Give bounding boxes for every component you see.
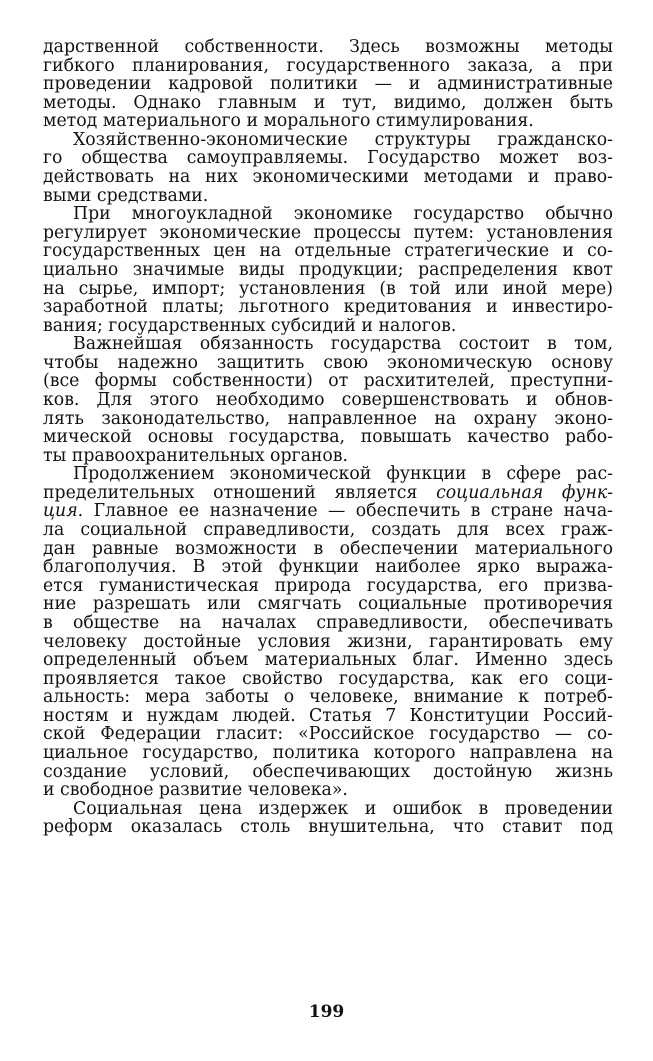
text-line [43,187,613,206]
text-run: метод материального и морального стимулирования. [43,111,534,132]
text-run: лять законодательство, направленное на охрану эконо- [43,408,613,429]
paragraph [43,465,613,799]
text-line [43,428,613,447]
text-line [43,57,613,76]
text-run: пределительных отношений является [43,482,437,503]
text-run: . Главное ее назначение — обеспечить в стране нача- [77,501,613,522]
body-text [43,38,613,837]
italic-term: социальная функ- [436,482,613,503]
paragraph [43,131,613,205]
text-run: мической основы государства, повышать качество рабо- [43,427,613,448]
text-line [43,558,613,577]
text-run: ется гуманистическая природа государства, его призва- [43,575,613,596]
text-line [43,280,613,299]
text-run: дарственной собственности. Здесь возможны методы [43,37,613,57]
text-run: выми средствами. [43,185,209,206]
text-run: на сырье, импорт; установления (в той или иной мере) [43,278,613,299]
text-line [43,595,613,614]
text-run: ков. Для этого необходимо совершенствовать и обнов- [43,389,613,410]
text-line [43,521,613,540]
text-run: Продолжением экономической функции в сфере рас- [73,464,613,485]
text-line [43,502,613,521]
text-line [43,112,613,131]
text-run: вания; государственных субсидий и налогов. [43,315,457,336]
text-line [43,688,613,707]
paragraph [43,38,613,131]
text-run: методы. Однако главным и тут, видимо, должен быть [43,92,613,113]
text-run: го общества самоуправляемы. Государство может воз- [43,148,613,169]
text-run: Хозяйственно-экономические структуры гражданско- [73,129,613,150]
page-number: 199 [308,1002,345,1022]
text-line [43,75,613,94]
text-line [43,651,613,670]
text-line [43,131,613,150]
text-line [43,781,613,800]
text-line [43,149,613,168]
text-run: При многоукладной экономике государство обычно [73,204,613,225]
text-run: ностям и нуждам людей. Статья 7 Конституции Россий- [43,705,613,726]
text-run: проявляется такое свойство государства, как его соци- [43,668,613,689]
text-line [43,484,613,503]
text-run: дан равные возможности в обеспечении материального [43,538,613,559]
text-line [43,818,613,837]
text-run: ты правоохранительных органов. [43,445,349,466]
text-line [43,744,613,763]
text-line [43,725,613,744]
text-line [43,335,613,354]
text-run: Социальная цена издержек и ошибок в проведении [73,798,613,819]
text-line [43,354,613,373]
text-line [43,763,613,782]
text-line [43,540,613,559]
text-run: человеку достойные условия жизни, гарантировать ему [43,631,613,652]
text-line [43,242,613,261]
text-run: альность: мера заботы о человеке, внимание к потреб- [43,687,613,708]
text-run: чтобы надежно защитить свою экономическую основу [43,352,613,373]
text-run: ской Федерации гласит: «Российское государство — со- [43,724,613,745]
text-line [43,168,613,187]
text-line [43,224,613,243]
text-run: заработной платы; льготного кредитования и инвестиро- [43,297,613,318]
text-run: гибкого планирования, государственного заказа, а при [43,55,613,76]
text-line [43,614,613,633]
text-line [43,410,613,429]
text-run: и свободное развитие человека». [43,780,348,801]
text-line [43,707,613,726]
text-run: проведении кадровой политики — и административные [43,74,613,95]
text-line [43,447,613,466]
text-run: определенный объем материальных благ. Именно здесь [43,650,613,671]
text-run: ние разрешать или смягчать социальные противоречия [43,594,613,615]
text-line [43,205,613,224]
paragraph [43,335,613,465]
text-line [43,465,613,484]
text-line [43,577,613,596]
text-run: ла социальной справедливости, создать для всех граж- [43,520,613,541]
text-run: (все формы собственности) от расхитителей, преступни- [43,371,613,392]
text-line [43,391,613,410]
text-line [43,317,613,336]
text-run: в обществе на началах справедливости, обеспечивать [43,612,613,633]
paragraph [43,205,613,335]
text-run: Важнейшая обязанность государства состоит в том, [73,334,613,355]
text-line [43,38,613,57]
text-line [43,372,613,391]
paragraph [43,800,613,837]
text-run: действовать на них экономическими методами и право- [43,167,613,188]
text-line [43,633,613,652]
text-run: государственных цен на отдельные стратегические и со- [43,241,613,262]
italic-term: ция [43,501,78,522]
text-run: благополучия. В этой функции наиболее ярко выража- [43,557,613,578]
text-line [43,800,613,819]
text-run: создание условий, обеспечивающих достойную жизнь [43,761,613,782]
text-line [43,94,613,113]
text-line [43,670,613,689]
text-run: реформ оказалась столь внушительна, что ставит под [43,817,613,838]
text-run: регулирует экономические процессы путем: установления [43,222,613,243]
text-run: циальное государство, политика которого направлена на [43,742,613,763]
text-run: циально значимые виды продукции; распределения квот [43,259,613,280]
text-line [43,298,613,317]
text-line [43,261,613,280]
